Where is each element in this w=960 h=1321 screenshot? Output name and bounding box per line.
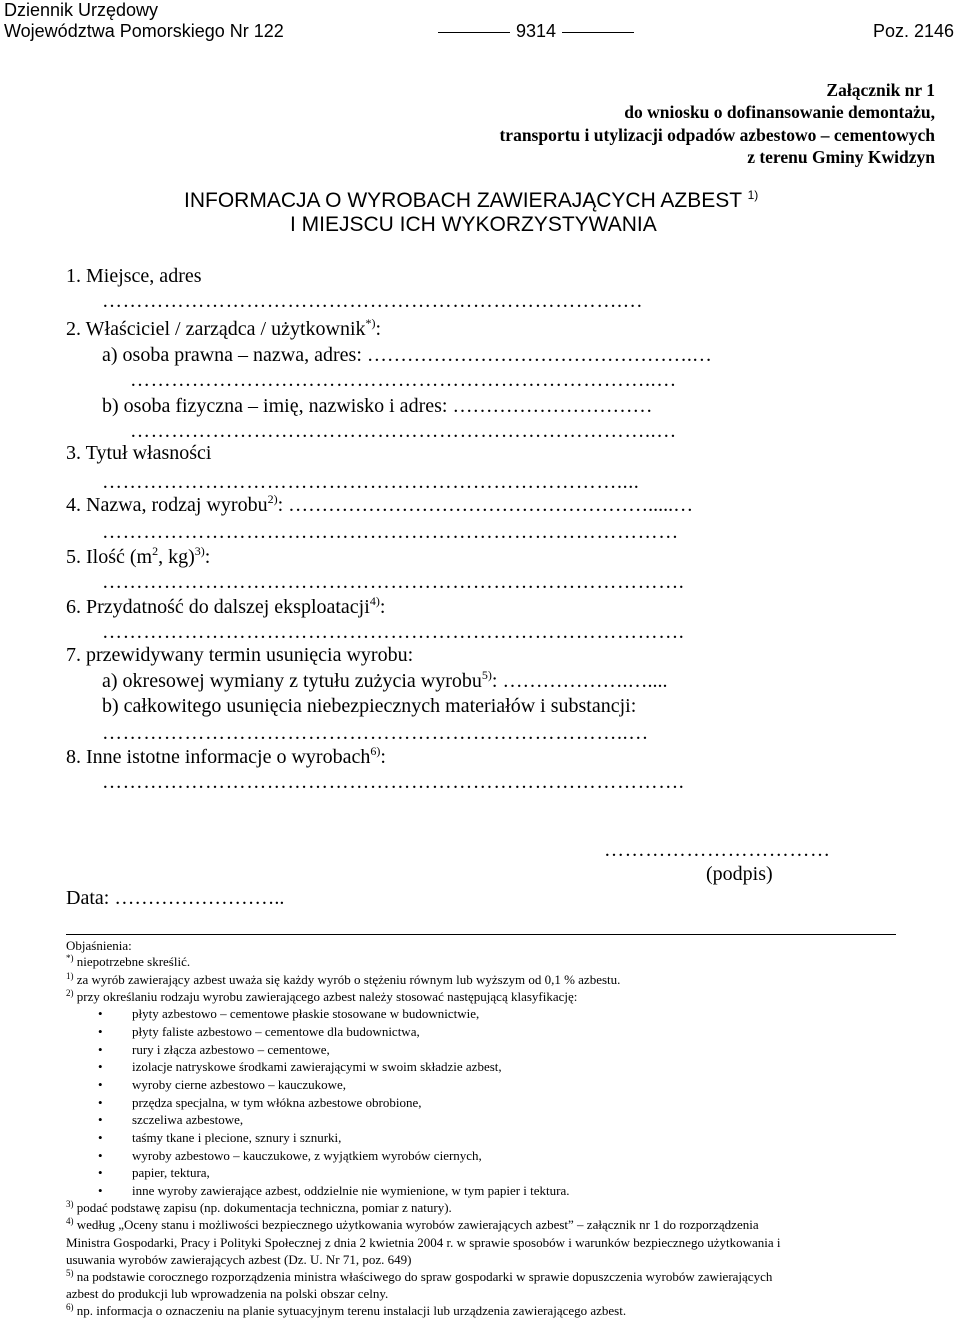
footnote-3-text: podać podstawę zapisu (np. dokumentacja techniczna, pomiar z natury).: [76, 1200, 452, 1215]
footnotes-heading: Objaśnienia:: [66, 938, 132, 953]
footnote-4: [66, 1216, 759, 1235]
item-7b-label: b) całkowitego usunięcia niebezpiecznych materiałów i substancji:: [102, 695, 637, 717]
bullet-icon: •: [98, 1112, 103, 1127]
item-5-colon: :: [204, 546, 211, 568]
item-2b-field[interactable]: b) osoba fizyczna – imię, nazwisko i adres: …………………………: [102, 395, 653, 417]
list-item: [98, 1147, 482, 1164]
footnote-3-mark: 3): [66, 1199, 74, 1209]
list-item: [98, 1005, 480, 1022]
signature-label: (podpis): [706, 863, 773, 885]
item-8-sup: 6): [370, 744, 381, 758]
item-4-field[interactable]: : ……………………………………………….....…: [277, 494, 694, 516]
form-title-line2: I MIEJSCU ICH WYKORZYSTYWANIA: [290, 213, 657, 236]
item-2-label: [66, 317, 381, 343]
item-3-label: 3. Tytuł własności: [66, 442, 212, 464]
annex-line4: z terenu Gminy Kwidzyn: [747, 147, 935, 167]
list-item: [98, 1041, 330, 1058]
footnote-4-text: według „Oceny stanu i możliwości bezpiecznego użytkowania wyrobów zawierających azbest” – załącznik nr 1 do rozporządzenia: [76, 1217, 759, 1232]
bullet-icon: •: [98, 1024, 103, 1039]
item-4-label[interactable]: [66, 493, 693, 519]
date-label: Data:: [66, 887, 110, 909]
footnote-4-cont1: Ministra Gospodarki, Pracy i Polityki Społecznej z dnia 2 kwietnia 2004 r. w sprawie sposobów i warunków bezpiecznego użytkowania i: [66, 1235, 781, 1250]
item-1-field[interactable]: ………………………………………………………………….…: [102, 290, 644, 312]
item-7a-sup: 5): [481, 668, 492, 682]
title-text: INFORMACJA O WYROBACH ZAWIERAJĄCYCH AZBEST: [184, 189, 742, 212]
footnote-divider: [66, 934, 896, 935]
list-item: [98, 1058, 502, 1075]
journal-issue: Województwa Pomorskiego Nr 122: [4, 21, 284, 41]
item-7a-field[interactable]: : ……………….…....: [491, 670, 668, 692]
item-5-sup: 3): [194, 544, 205, 558]
list-item: [98, 1094, 422, 1111]
bullet-icon: •: [98, 1148, 103, 1163]
list-item-text: rury i złącza azbestowo – cementowe,: [132, 1042, 330, 1057]
footnote-4-cont2: usuwania wyrobów zawierających azbest (Dz. U. Nr 71, poz. 649): [66, 1252, 412, 1267]
bullet-icon: •: [98, 1183, 103, 1198]
footnote-2-mark: 2): [66, 988, 74, 998]
dash-left: [438, 32, 510, 33]
list-item-text: wyroby cierne azbestowo – kauczukowe,: [132, 1077, 347, 1092]
list-item: [98, 1182, 570, 1199]
bullet-icon: •: [98, 1059, 103, 1074]
annex-line2: do wniosku o dofinansowanie demontażu,: [624, 102, 935, 122]
footnote-4-mark: 4): [66, 1216, 74, 1226]
list-item-text: przędza specjalna, w tym włókna azbestowe obrobione,: [132, 1095, 422, 1110]
list-item: [98, 1164, 210, 1181]
position-number: Poz. 2146: [872, 21, 954, 41]
item-2-sup: *): [365, 316, 376, 330]
annex-line1: Załącznik nr 1: [826, 80, 935, 100]
footnote-1-text: za wyrób zawierający azbest uważa się każdy wyrób o stężeniu równym lub wyższym od 0,1 % azbestu.: [76, 972, 621, 987]
footnote-6-mark: 6): [66, 1302, 74, 1312]
page-number-text: 9314: [516, 21, 557, 41]
item-6-label: [66, 595, 385, 621]
item-6-field[interactable]: ………………………………………………………………………….: [102, 621, 685, 643]
date-input[interactable]: ……………………..: [114, 887, 285, 909]
bullet-icon: •: [98, 1042, 103, 1057]
item-6-sup: 4): [369, 594, 380, 608]
item-6-colon: :: [379, 596, 386, 618]
date-field[interactable]: [66, 886, 284, 910]
item-1-label: 1. Miejsce, adres: [66, 265, 202, 287]
footnote-6-text: np. informacja o oznaczeniu na planie sytuacyjnym terenu instalacji lub urządzenia zawierającego azbest.: [76, 1303, 627, 1318]
footnote-star-text: niepotrzebne skreślić.: [76, 954, 191, 969]
list-item: [98, 1076, 347, 1093]
item-2b-field-cont[interactable]: …………………………………………………………………..…: [130, 420, 677, 442]
item-5-unit: , kg): [158, 546, 195, 568]
journal-name: Dziennik Urzędowy: [4, 0, 159, 20]
item-2-text: 2. Właściciel / zarządca / użytkownik: [66, 318, 366, 340]
footnote-1-mark: 1): [66, 971, 74, 981]
footnote-6: [66, 1302, 626, 1321]
footnote-star: [66, 953, 190, 972]
list-item-text: płyty azbestowo – cementowe płaskie stosowane w budownictwie,: [132, 1006, 480, 1021]
annex-line3: transportu i utylizacji odpadów azbestowo – cementowych: [499, 125, 935, 145]
page-number: [432, 21, 640, 41]
list-item-text: taśmy tkane i plecione, sznury i sznurki,: [132, 1130, 342, 1145]
item-8-text: 8. Inne istotne informacje o wyrobach: [66, 746, 371, 768]
item-2a-field-cont[interactable]: …………………………………………………………………..…: [130, 369, 677, 391]
list-item-text: inne wyroby zawierające azbest, oddzielnie nie wymienione, w tym papier i tektura.: [132, 1183, 570, 1198]
bullet-icon: •: [98, 1077, 103, 1092]
footnote-5-mark: 5): [66, 1268, 74, 1278]
footnote-5-cont: azbest do produkcji lub wprowadzenia na polski obszar celny.: [66, 1286, 389, 1301]
list-item-text: papier, tektura,: [132, 1165, 210, 1180]
list-item-text: szczeliwa azbestowe,: [132, 1112, 244, 1127]
bullet-icon: •: [98, 1095, 103, 1110]
item-2-colon: :: [375, 318, 382, 340]
list-item-text: płyty faliste azbestowo – cementowe dla budownictwa,: [132, 1024, 420, 1039]
title-footnote-ref: 1): [747, 188, 759, 202]
item-7-label: 7. przewidywany termin usunięcia wyrobu:: [66, 644, 414, 666]
item-5-label: [66, 545, 210, 571]
list-item: [98, 1111, 244, 1128]
list-item-text: izolacje natryskowe środkami zawierającymi w swoim składzie azbest,: [132, 1059, 502, 1074]
item-7a-text: a) okresowej wymiany z tytułu zużycia wyrobu: [102, 670, 482, 692]
footnote-5-text: na podstawie corocznego rozporządzenia ministra właściwego do spraw gospodarki w sprawie dopuszczenia wyrobów zawierających: [76, 1269, 773, 1284]
item-5-field[interactable]: ………………………………………………………………………….: [102, 571, 685, 593]
bullet-icon: •: [98, 1165, 103, 1180]
item-8-colon: :: [380, 746, 386, 768]
list-item: [98, 1023, 420, 1040]
item-3-field[interactable]: …………………………………………………………………....: [102, 471, 640, 493]
item-8-label: [66, 745, 386, 771]
item-5-sup-unit: 2: [152, 544, 159, 558]
bullet-icon: •: [98, 1130, 103, 1145]
footnote-star-mark: *): [66, 953, 74, 963]
item-4-field-cont[interactable]: …………………………………………………………………………: [102, 521, 679, 543]
list-item-text: wyroby azbestowo – kauczukowe, z wyjątkiem wyrobów ciernych,: [132, 1148, 482, 1163]
footnote-2-text: przy określaniu rodzaju wyrobu zawierającego azbest należy stosować następującą klasyfikację:: [76, 989, 578, 1004]
dash-right: [562, 32, 634, 33]
item-6-text: 6. Przydatność do dalszej eksploatacji: [66, 596, 370, 618]
item-5-text: 5. Ilość (m: [66, 546, 153, 568]
item-4-sup: 2): [267, 492, 278, 506]
item-8-field[interactable]: ………………………………………………………………………….: [102, 771, 685, 793]
list-item: [98, 1129, 342, 1146]
item-7b-field[interactable]: …………………………………………………………………..…: [102, 722, 649, 744]
item-7a-label[interactable]: [102, 669, 667, 695]
item-4-text: 4. Nazwa, rodzaj wyrobu: [66, 494, 268, 516]
item-2a-field[interactable]: a) osoba prawna – nazwa, adres: ………………………………………….…: [102, 344, 712, 366]
bullet-icon: •: [98, 1006, 103, 1021]
signature-field[interactable]: ……………………………: [604, 839, 831, 861]
